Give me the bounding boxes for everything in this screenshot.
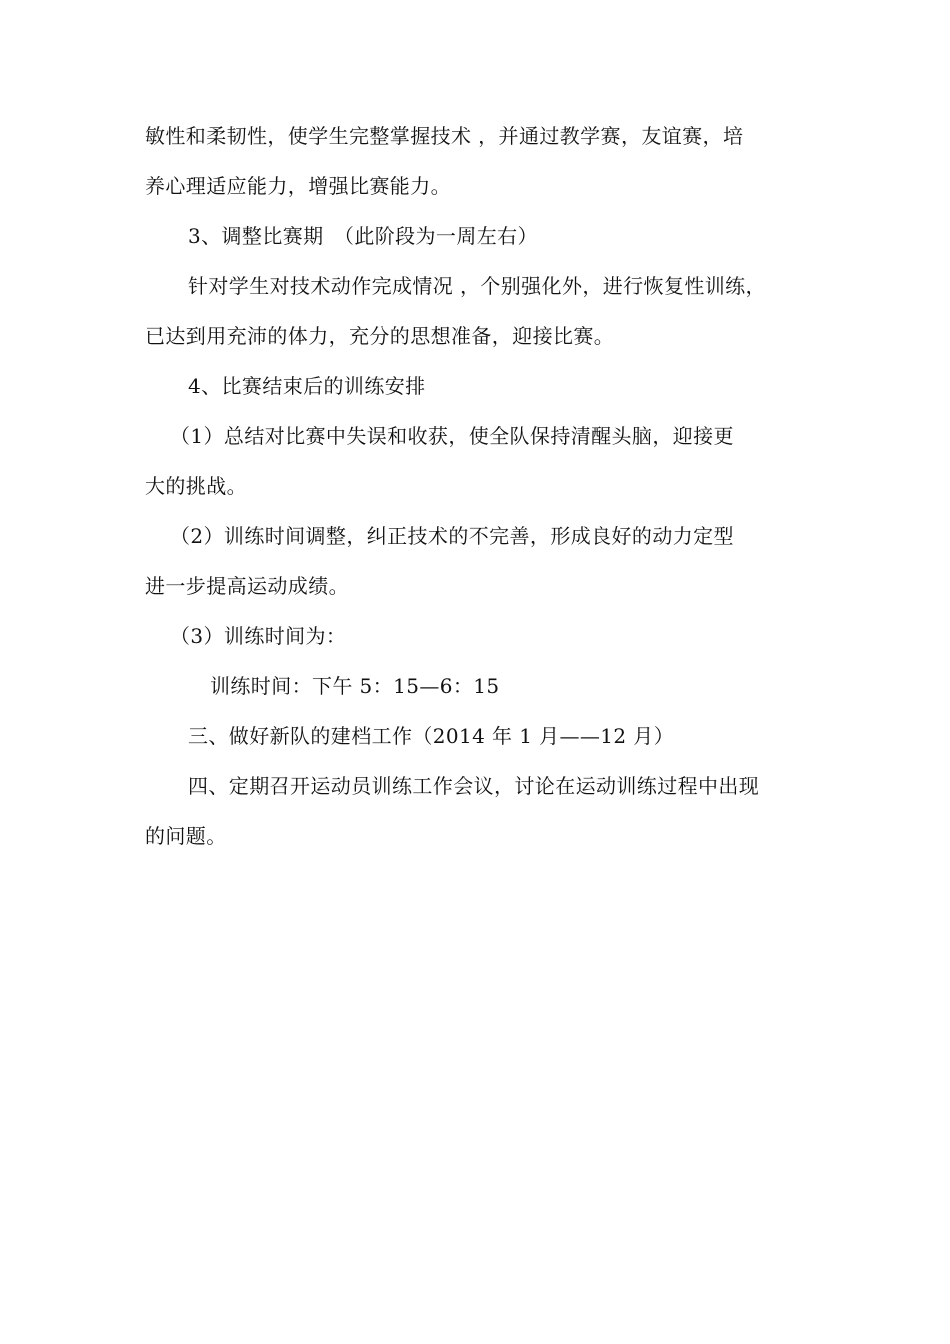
section-heading: 四、定期召开运动员训练工作会议，讨论在运动训练过程中出现 — [188, 774, 760, 798]
list-item: （1）总结对比赛中失误和收获，使全队保持清醒头脑，迎接更 — [170, 424, 734, 448]
schedule-line: 训练时间：下午 5：15—6：15 — [210, 674, 500, 698]
paragraph-line: 大的挑战。 — [145, 474, 247, 498]
list-item: （3）训练时间为： — [170, 624, 347, 648]
paragraph-line: 的问题。 — [145, 824, 227, 848]
paragraph-line: 敏性和柔韧性，使学生完整掌握技术 ，并通过教学赛，友谊赛，培 — [145, 124, 744, 148]
section-heading: 三、做好新队的建档工作（2014 年 1 月——12 月） — [188, 724, 675, 748]
paragraph-line: 针对学生对技术动作完成情况 ，个别强化外，进行恢复性训练， — [188, 274, 766, 298]
list-item: （2）训练时间调整，纠正技术的不完善，形成良好的动力定型 — [170, 524, 734, 548]
section-heading: 4、比赛结束后的训练安排 — [188, 374, 426, 398]
paragraph-line: 已达到用充沛的体力，充分的思想准备，迎接比赛。 — [145, 324, 615, 348]
paragraph-line: 进一步提高运动成绩。 — [145, 574, 349, 598]
paragraph-line: 养心理适应能力，增强比赛能力。 — [145, 174, 451, 198]
section-heading: 3、调整比赛期 （此阶段为一周左右） — [188, 224, 538, 248]
